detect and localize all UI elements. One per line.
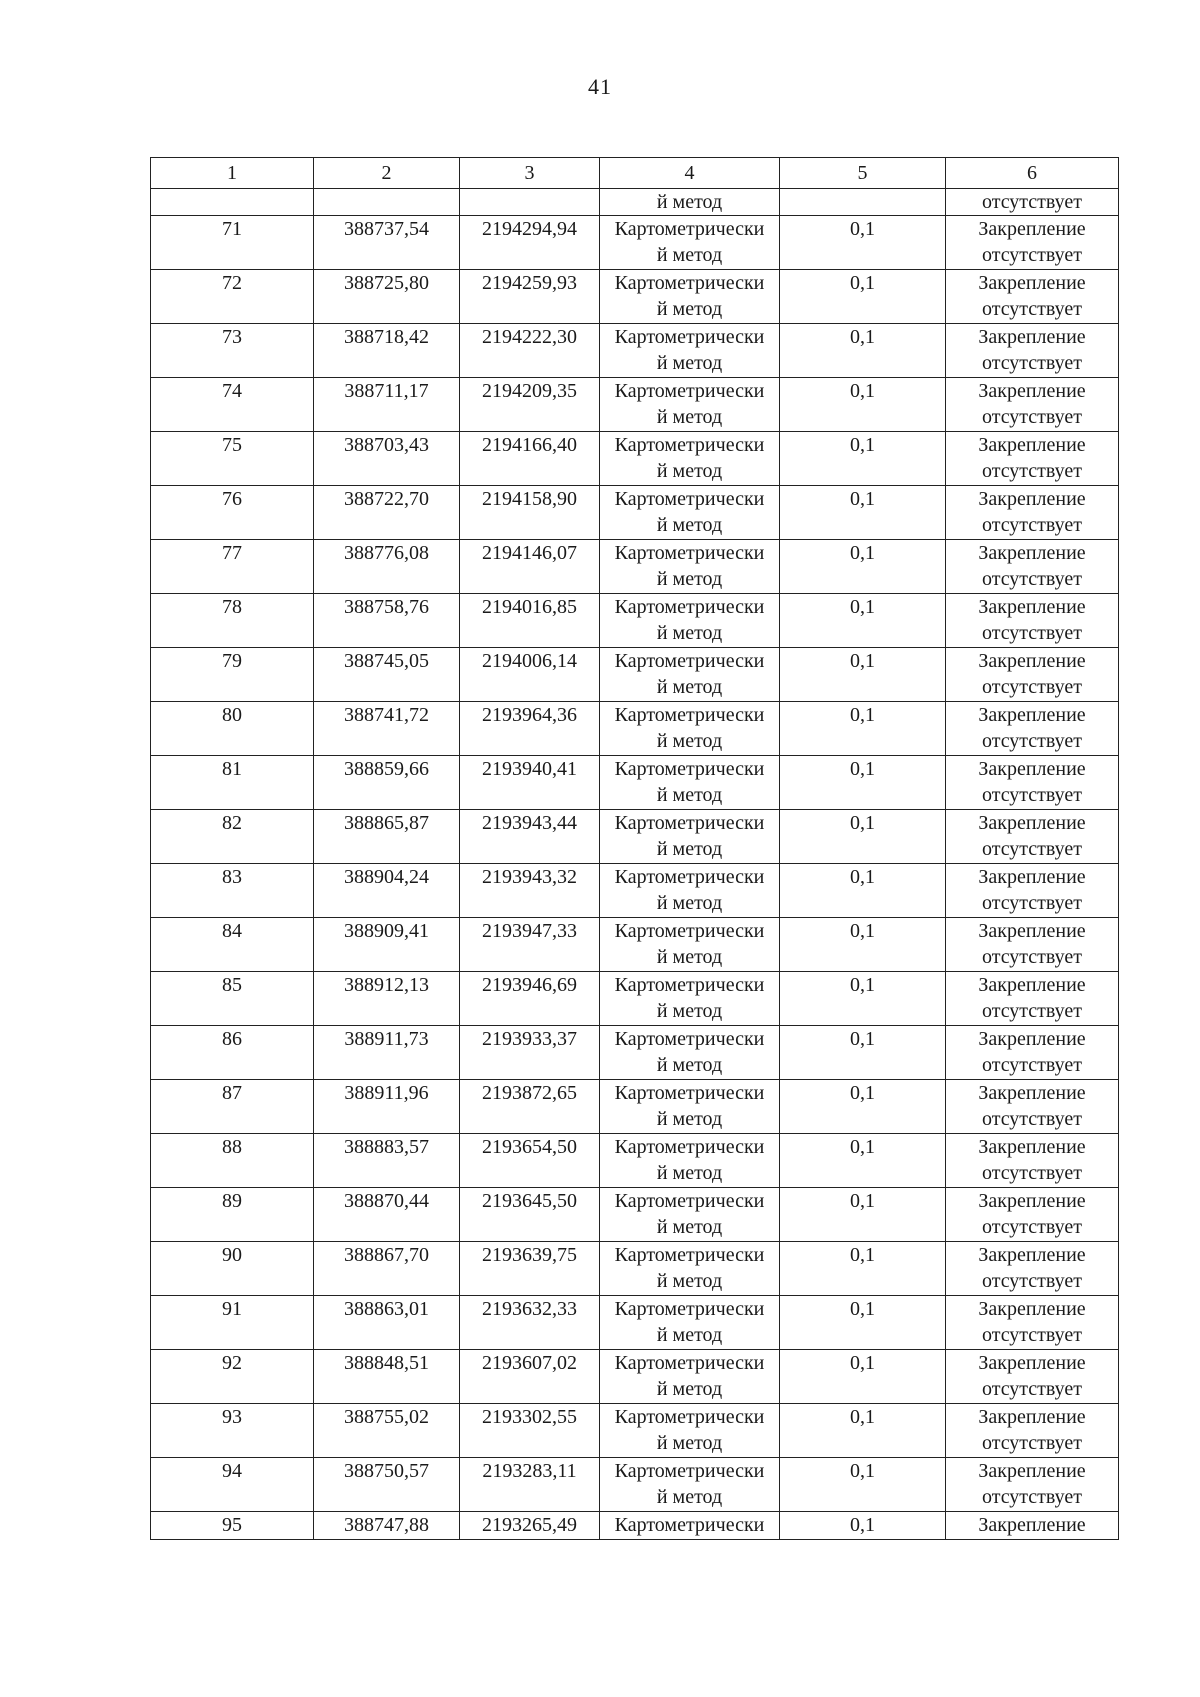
table-row (151, 756, 1119, 810)
y-coordinate-cell: 2194222,30 (460, 324, 600, 378)
fixation-line-1: Закрепление (978, 1460, 1086, 1482)
accuracy-cell: 0,1 (780, 864, 946, 918)
fixation-line-1: Закрепление (978, 1028, 1086, 1050)
table-row (151, 1404, 1119, 1458)
header-cell-4: 4 (600, 158, 780, 189)
y-coordinate-cell: 2193639,75 (460, 1242, 600, 1296)
point-number-cell: 71 (151, 216, 314, 270)
x-coordinate-cell: 388725,80 (314, 270, 460, 324)
x-coordinate-cell: 388703,43 (314, 432, 460, 486)
x-coordinate-cell: 388867,70 (314, 1242, 460, 1296)
fixation-cell (946, 756, 1119, 810)
point-number-cell: 72 (151, 270, 314, 324)
fixation-line-1: Закрепление (978, 1190, 1086, 1212)
point-number-cell: 90 (151, 1242, 314, 1296)
method-cell (600, 432, 780, 486)
method-line-2: й метод (656, 676, 723, 698)
accuracy-cell: 0,1 (780, 1080, 946, 1134)
accuracy-cell: 0,1 (780, 1404, 946, 1458)
method-line-1: Картометрически (614, 758, 765, 780)
page-number: 41 (588, 74, 612, 99)
method-cell (600, 1026, 780, 1080)
fixation-line-2: отсутствует (981, 1270, 1083, 1292)
method-line-2: й метод (656, 1108, 723, 1130)
method-line-1: Картометрически (614, 1298, 765, 1320)
fixation-line-2: отсутствует (981, 460, 1083, 482)
table-row (151, 648, 1119, 702)
fixation-cell (946, 540, 1119, 594)
header-cell-3: 3 (460, 158, 600, 189)
method-cell (600, 594, 780, 648)
table-row-last (151, 1512, 1119, 1540)
point-number-cell: 94 (151, 1458, 314, 1512)
fixation-cell (946, 864, 1119, 918)
fixation-line-2: отсутствует (981, 946, 1083, 968)
method-cell (600, 702, 780, 756)
method-line-2: й метод (656, 892, 723, 914)
method-cell (600, 810, 780, 864)
fixation-line-1: Закрепление (978, 218, 1086, 240)
accuracy-cell: 0,1 (780, 918, 946, 972)
fixation-line-2: отсутствует (981, 1108, 1083, 1130)
method-line-2: й метод (656, 1000, 723, 1022)
point-number-cell: 81 (151, 756, 314, 810)
method-line-1: Картометрически (614, 650, 765, 672)
fixation-line-2: отсутствует (981, 1486, 1083, 1508)
method-line-1: Картометрически (614, 920, 765, 942)
fixation-line-2: отсутствует (981, 622, 1083, 644)
point-number-cell: 79 (151, 648, 314, 702)
fixation-line-1: Закрепление (978, 650, 1086, 672)
y-coordinate-cell: 2194146,07 (460, 540, 600, 594)
x-coordinate-cell: 388776,08 (314, 540, 460, 594)
table-row (151, 324, 1119, 378)
point-number-cell: 73 (151, 324, 314, 378)
method-line-1: Картометрически (614, 596, 765, 618)
fixation-line-2: отсутствует (981, 406, 1083, 428)
x-coordinate-cell: 388912,13 (314, 972, 460, 1026)
point-number-cell: 76 (151, 486, 314, 540)
fixation-cell (946, 918, 1119, 972)
method-line-1: Картометрически (614, 1028, 765, 1050)
point-number-cell: 91 (151, 1296, 314, 1350)
method-line-1: Картометрически (614, 1082, 765, 1104)
x-coordinate-cell: 388722,70 (314, 486, 460, 540)
fixation-line-1: Закрепление (978, 758, 1086, 780)
method-line-2: й метод (656, 406, 723, 428)
method-cell (600, 1242, 780, 1296)
accuracy-cell: 0,1 (780, 1512, 946, 1540)
y-coordinate-cell: 2193302,55 (460, 1404, 600, 1458)
method-line-2: й метод (656, 622, 723, 644)
y-coordinate-cell: 2194209,35 (460, 378, 600, 432)
y-coordinate-cell: 2193632,33 (460, 1296, 600, 1350)
method-line-2: й метод (656, 1378, 723, 1400)
method-cell (600, 1080, 780, 1134)
accuracy-cell: 0,1 (780, 1458, 946, 1512)
coordinates-table (150, 157, 1119, 1540)
table-row (151, 918, 1119, 972)
point-number-cell: 83 (151, 864, 314, 918)
method-line-2: й метод (656, 352, 723, 374)
point-number-cell: 87 (151, 1080, 314, 1134)
method-line-1: Картометрически (614, 704, 765, 726)
method-line-1: Картометрически (614, 326, 765, 348)
fixation-line-1: Закрепление (978, 704, 1086, 726)
fixation-cell (946, 324, 1119, 378)
accuracy-cell: 0,1 (780, 432, 946, 486)
method-line-2: й метод (656, 514, 723, 536)
y-coordinate-cell: 2193964,36 (460, 702, 600, 756)
x-coordinate-cell: 388904,24 (314, 864, 460, 918)
fixation-cell (946, 1404, 1119, 1458)
method-line-2: й метод (656, 460, 723, 482)
method-line-1: Картометрически (614, 434, 765, 456)
header-row (151, 158, 1119, 189)
fixation-line-2: отсутствует (981, 1000, 1083, 1022)
fixation-cell (946, 1296, 1119, 1350)
fixation-line-1: Закрепление (978, 1244, 1086, 1266)
method-line-2: й метод (656, 946, 723, 968)
x-coordinate-cell: 388747,88 (314, 1512, 460, 1540)
method-cell (600, 918, 780, 972)
method-line-1: Картометрически (614, 380, 765, 402)
fixation-line-2: отсутствует (981, 676, 1083, 698)
method-line-1: Картометрически (614, 542, 765, 564)
point-number-cell: 89 (151, 1188, 314, 1242)
accuracy-cell: 0,1 (780, 1350, 946, 1404)
continuation-fixation: отсутствует (946, 189, 1119, 216)
table-row (151, 1026, 1119, 1080)
fixation-line-1: Закрепление (978, 974, 1086, 996)
fixation-cell (946, 1350, 1119, 1404)
table-row (151, 378, 1119, 432)
header-cell-5: 5 (780, 158, 946, 189)
fixation-line-2: отсутствует (981, 1162, 1083, 1184)
fixation-line-2: отсутствует (981, 244, 1083, 266)
fixation-cell: Закрепление (946, 1512, 1119, 1540)
x-coordinate-cell: 388711,17 (314, 378, 460, 432)
fixation-line-1: Закрепление (978, 866, 1086, 888)
fixation-line-2: отсутствует (981, 892, 1083, 914)
point-number-cell: 85 (151, 972, 314, 1026)
continuation-row (151, 189, 1119, 216)
table-row (151, 972, 1119, 1026)
fixation-line-1: Закрепление (978, 1298, 1086, 1320)
table-row (151, 1296, 1119, 1350)
method-cell (600, 270, 780, 324)
x-coordinate-cell: 388863,01 (314, 1296, 460, 1350)
accuracy-cell: 0,1 (780, 324, 946, 378)
header-cell-1: 1 (151, 158, 314, 189)
method-cell (600, 1404, 780, 1458)
table-row (151, 1188, 1119, 1242)
y-coordinate-cell: 2193654,50 (460, 1134, 600, 1188)
method-cell (600, 1458, 780, 1512)
y-coordinate-cell: 2194006,14 (460, 648, 600, 702)
x-coordinate-cell: 388758,76 (314, 594, 460, 648)
y-coordinate-cell: 2194166,40 (460, 432, 600, 486)
fixation-line-1: Закрепление (978, 1136, 1086, 1158)
fixation-cell (946, 1134, 1119, 1188)
method-line-2: й метод (656, 568, 723, 590)
method-cell (600, 756, 780, 810)
accuracy-cell: 0,1 (780, 1296, 946, 1350)
x-coordinate-cell: 388718,42 (314, 324, 460, 378)
method-line-2: й метод (656, 1162, 723, 1184)
fixation-line-1: Закрепление (978, 542, 1086, 564)
accuracy-cell: 0,1 (780, 972, 946, 1026)
table-row (151, 1350, 1119, 1404)
method-line-1: Картометрически (614, 272, 765, 294)
table-row (151, 1080, 1119, 1134)
method-line-2: й метод (656, 1054, 723, 1076)
method-line-2: й метод (656, 784, 723, 806)
accuracy-cell: 0,1 (780, 216, 946, 270)
x-coordinate-cell: 388909,41 (314, 918, 460, 972)
table-row (151, 1134, 1119, 1188)
method-cell (600, 324, 780, 378)
fixation-line-1: Закрепление (978, 326, 1086, 348)
fixation-line-2: отсутствует (981, 352, 1083, 374)
table-row (151, 1458, 1119, 1512)
fixation-cell (946, 378, 1119, 432)
fixation-cell (946, 1188, 1119, 1242)
fixation-cell (946, 270, 1119, 324)
table-row (151, 216, 1119, 270)
x-coordinate-cell: 388870,44 (314, 1188, 460, 1242)
fixation-cell (946, 216, 1119, 270)
y-coordinate-cell: 2193645,50 (460, 1188, 600, 1242)
method-cell (600, 486, 780, 540)
method-line-2: й метод (656, 1216, 723, 1238)
accuracy-cell: 0,1 (780, 756, 946, 810)
accuracy-cell: 0,1 (780, 1242, 946, 1296)
fixation-line-2: отсутствует (981, 1432, 1083, 1454)
y-coordinate-cell: 2193872,65 (460, 1080, 600, 1134)
y-coordinate-cell: 2193947,33 (460, 918, 600, 972)
table-row (151, 1242, 1119, 1296)
y-coordinate-cell: 2194259,93 (460, 270, 600, 324)
continuation-cell-1 (151, 189, 314, 216)
point-number-cell: 88 (151, 1134, 314, 1188)
accuracy-cell: 0,1 (780, 648, 946, 702)
x-coordinate-cell: 388745,05 (314, 648, 460, 702)
table-row (151, 486, 1119, 540)
method-line-2: й метод (656, 298, 723, 320)
table-row (151, 432, 1119, 486)
x-coordinate-cell: 388750,57 (314, 1458, 460, 1512)
y-coordinate-cell: 2193943,32 (460, 864, 600, 918)
y-coordinate-cell: 2193946,69 (460, 972, 600, 1026)
accuracy-cell: 0,1 (780, 810, 946, 864)
accuracy-cell: 0,1 (780, 378, 946, 432)
header-cell-2: 2 (314, 158, 460, 189)
fixation-line-1: Закрепление (978, 272, 1086, 294)
x-coordinate-cell: 388865,87 (314, 810, 460, 864)
fixation-line-2: отсутствует (981, 514, 1083, 536)
fixation-line-2: отсутствует (981, 1378, 1083, 1400)
y-coordinate-cell: 2193940,41 (460, 756, 600, 810)
fixation-cell (946, 1026, 1119, 1080)
method-cell (600, 378, 780, 432)
fixation-cell (946, 594, 1119, 648)
fixation-line-2: отсутствует (981, 784, 1083, 806)
y-coordinate-cell: 2193943,44 (460, 810, 600, 864)
method-line-2: й метод (656, 244, 723, 266)
fixation-cell (946, 1458, 1119, 1512)
fixation-cell (946, 1242, 1119, 1296)
accuracy-cell: 0,1 (780, 1188, 946, 1242)
point-number-cell: 93 (151, 1404, 314, 1458)
accuracy-cell: 0,1 (780, 702, 946, 756)
method-line-2: й метод (656, 1432, 723, 1454)
continuation-cell-5 (780, 189, 946, 216)
fixation-cell (946, 1080, 1119, 1134)
point-number-cell: 82 (151, 810, 314, 864)
x-coordinate-cell: 388848,51 (314, 1350, 460, 1404)
method-line-2: й метод (656, 1270, 723, 1292)
y-coordinate-cell: 2193283,11 (460, 1458, 600, 1512)
point-number-cell: 84 (151, 918, 314, 972)
point-number-cell: 86 (151, 1026, 314, 1080)
y-coordinate-cell: 2194158,90 (460, 486, 600, 540)
accuracy-cell: 0,1 (780, 1134, 946, 1188)
method-line-1: Картометрически (614, 812, 765, 834)
method-line-1: Картометрически (614, 1244, 765, 1266)
continuation-method: й метод (600, 189, 780, 216)
y-coordinate-cell: 2194294,94 (460, 216, 600, 270)
fixation-cell (946, 648, 1119, 702)
method-line-1: Картометрически (614, 1460, 765, 1482)
y-coordinate-cell: 2193265,49 (460, 1512, 600, 1540)
method-line-1: Картометрически (614, 1352, 765, 1374)
x-coordinate-cell: 388741,72 (314, 702, 460, 756)
method-line-2: й метод (656, 730, 723, 752)
method-line-1: Картометрически (614, 488, 765, 510)
point-number-cell: 95 (151, 1512, 314, 1540)
header-cell-6: 6 (946, 158, 1119, 189)
fixation-line-2: отсутствует (981, 730, 1083, 752)
point-number-cell: 74 (151, 378, 314, 432)
method-line-1: Картометрически (614, 1136, 765, 1158)
accuracy-cell: 0,1 (780, 540, 946, 594)
x-coordinate-cell: 388883,57 (314, 1134, 460, 1188)
fixation-line-1: Закрепление (978, 1082, 1086, 1104)
method-cell (600, 648, 780, 702)
point-number-cell: 77 (151, 540, 314, 594)
x-coordinate-cell: 388911,73 (314, 1026, 460, 1080)
table-row (151, 270, 1119, 324)
fixation-line-1: Закрепление (978, 1406, 1086, 1428)
fixation-line-1: Закрепление (978, 434, 1086, 456)
fixation-cell (946, 486, 1119, 540)
method-line-1: Картометрически (614, 218, 765, 240)
fixation-line-1: Закрепление (978, 596, 1086, 618)
method-cell (600, 1350, 780, 1404)
continuation-cell-2 (314, 189, 460, 216)
method-line-1: Картометрически (614, 1406, 765, 1428)
accuracy-cell: 0,1 (780, 594, 946, 648)
accuracy-cell: 0,1 (780, 1026, 946, 1080)
table-row (151, 864, 1119, 918)
method-line-1: Картометрически (614, 974, 765, 996)
fixation-cell (946, 702, 1119, 756)
fixation-line-1: Закрепление (978, 812, 1086, 834)
continuation-cell-3 (460, 189, 600, 216)
x-coordinate-cell: 388859,66 (314, 756, 460, 810)
table-row (151, 594, 1119, 648)
point-number-cell: 92 (151, 1350, 314, 1404)
fixation-line-1: Закрепление (978, 380, 1086, 402)
accuracy-cell: 0,1 (780, 486, 946, 540)
x-coordinate-cell: 388755,02 (314, 1404, 460, 1458)
method-cell (600, 864, 780, 918)
method-line-2: й метод (656, 838, 723, 860)
x-coordinate-cell: 388737,54 (314, 216, 460, 270)
fixation-cell (946, 810, 1119, 864)
y-coordinate-cell: 2193607,02 (460, 1350, 600, 1404)
fixation-line-2: отсутствует (981, 838, 1083, 860)
method-line-1: Картометрически (614, 1190, 765, 1212)
fixation-line-2: отсутствует (981, 1216, 1083, 1238)
method-cell (600, 972, 780, 1026)
table-row (151, 540, 1119, 594)
point-number-cell: 80 (151, 702, 314, 756)
method-cell (600, 540, 780, 594)
method-cell (600, 1188, 780, 1242)
method-cell (600, 216, 780, 270)
point-number-cell: 78 (151, 594, 314, 648)
y-coordinate-cell: 2194016,85 (460, 594, 600, 648)
method-cell (600, 1134, 780, 1188)
fixation-line-2: отсутствует (981, 1324, 1083, 1346)
fixation-line-1: Закрепление (978, 488, 1086, 510)
method-line-2: й метод (656, 1486, 723, 1508)
fixation-line-2: отсутствует (981, 298, 1083, 320)
fixation-line-2: отсутствует (981, 1054, 1083, 1076)
method-cell: Картометрически (600, 1512, 780, 1540)
x-coordinate-cell: 388911,96 (314, 1080, 460, 1134)
fixation-cell (946, 432, 1119, 486)
fixation-cell (946, 972, 1119, 1026)
method-line-1: Картометрически (614, 866, 765, 888)
fixation-line-1: Закрепление (978, 920, 1086, 942)
fixation-line-2: отсутствует (981, 568, 1083, 590)
y-coordinate-cell: 2193933,37 (460, 1026, 600, 1080)
table-row (151, 810, 1119, 864)
fixation-line-1: Закрепление (978, 1352, 1086, 1374)
method-cell (600, 1296, 780, 1350)
accuracy-cell: 0,1 (780, 270, 946, 324)
method-line-2: й метод (656, 1324, 723, 1346)
table-row (151, 702, 1119, 756)
point-number-cell: 75 (151, 432, 314, 486)
